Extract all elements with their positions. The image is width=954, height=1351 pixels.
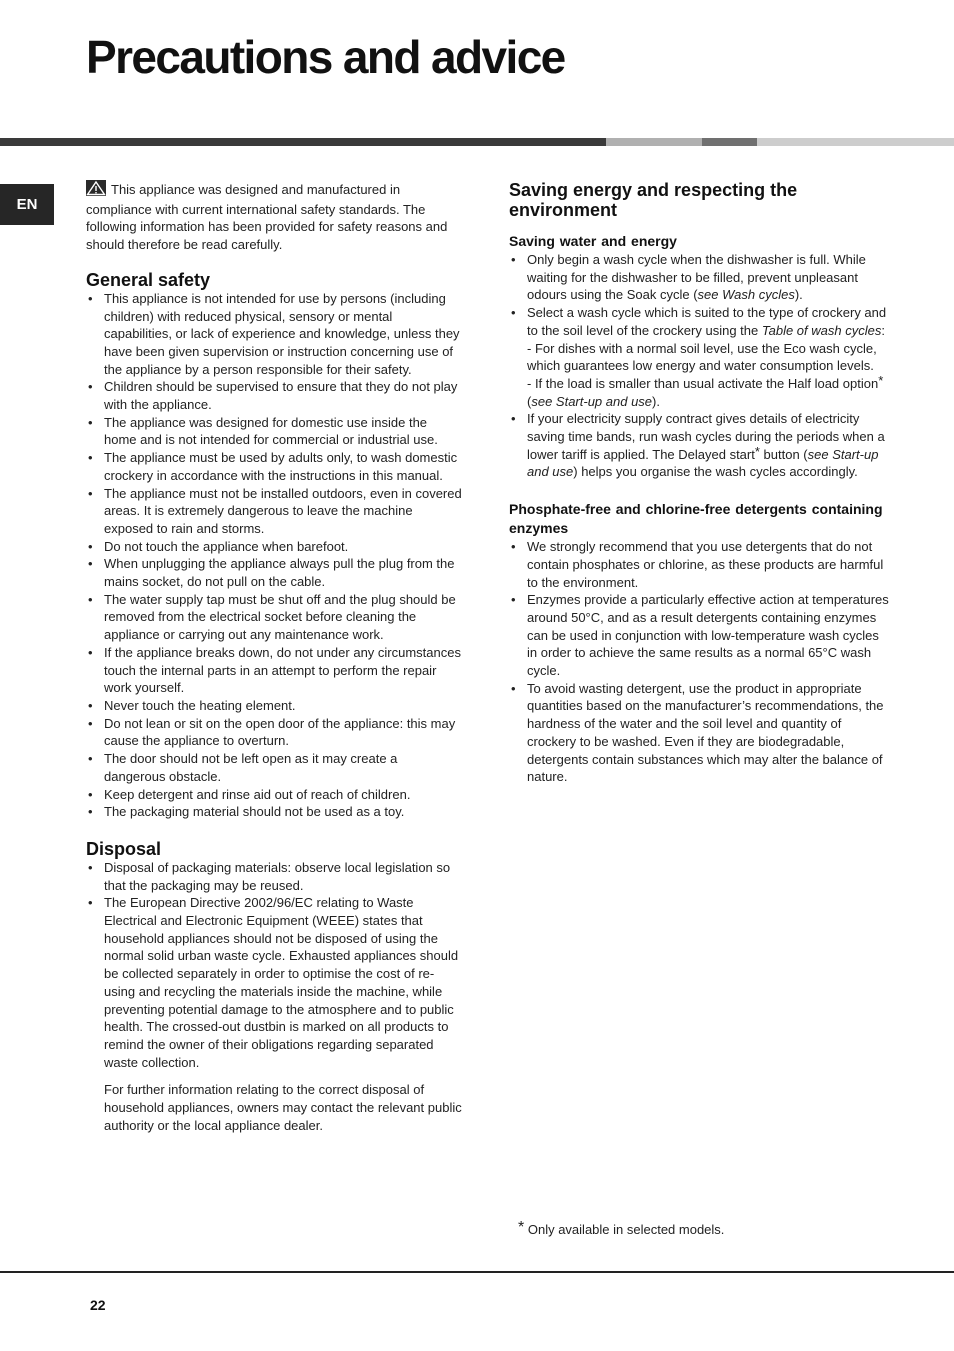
sub-item-text: (	[527, 393, 532, 409]
intro-text: This appliance was designed and manufactured in compliance with current international safety standards. The following information has been provided for safety reasons and should therefore be read carefully.	[86, 182, 448, 253]
list-item: • This appliance is not intended for use by persons (including children) with reduced physical, sensory or mental capabilities, or lack of experience and knowledge, unless they have been given supervision or instruction concerning use of the appliance by a person responsible for their safety.	[86, 290, 462, 379]
header-band-dark	[0, 138, 606, 146]
list-item: • The water supply tap must be shut off and the plug should be removed from the electrical socket before cleaning the appliance or carrying out any maintenance work.	[86, 591, 462, 644]
language-tab: EN	[0, 184, 54, 225]
footnote	[518, 1219, 725, 1237]
header-band-mid	[702, 138, 757, 146]
right-column	[509, 180, 889, 786]
item-text-end: ).	[794, 287, 803, 303]
saving-heading: Saving energy and respecting the environment	[509, 180, 798, 220]
list-item: • The appliance must not be installed outdoors, even in covered areas. It is extremely dangerous to leave the machine exposed to rain and storms.	[86, 485, 462, 538]
list-item: • Keep detergent and rinse aid out of reach of children.	[86, 786, 462, 804]
detergents-list	[509, 538, 889, 786]
item-text: button (	[759, 446, 808, 462]
list-item: • Enzymes provide a particularly effective action at temperatures around 50°C, and as a result detergents containing enzymes can be used in conjunction with low-temperature wash cycles in order to achieve the same results as a normal 65°C wash cycle.	[509, 591, 889, 680]
list-item	[509, 304, 889, 410]
sub-item	[527, 372, 889, 410]
list-item: • Children should be supervised to ensure that they do not play with the appliance.	[86, 378, 462, 413]
disposal-list	[86, 859, 462, 1071]
sub-item-text-end: ).	[652, 393, 660, 409]
general-safety-heading: General safety	[86, 269, 211, 290]
saving-water-subheading: Saving water and energy	[509, 233, 677, 249]
list-item: • Do not lean or sit on the open door of the appliance: this may cause the appliance to overturn.	[86, 715, 462, 750]
list-item: • The packaging material should not be used as a toy.	[86, 803, 462, 821]
detergents-subheading: Phosphate-free and chlorine-free detergents containing enzymes	[509, 501, 883, 537]
list-item: • We strongly recommend that you use detergents that do not contain phosphates or chlorine, as these products are harmful to the environment.	[509, 538, 889, 591]
list-item: • Never touch the heating element.	[86, 697, 462, 715]
list-item: • When unplugging the appliance always pull the plug from the mains socket, do not pull on the cable.	[86, 555, 462, 590]
header-band-light	[606, 138, 702, 146]
sub-item-text: - If the load is smaller than usual activate the Half load option	[527, 375, 879, 391]
intro-paragraph	[86, 180, 462, 254]
item-text: Select a wash cycle which is suited to the type of crockery and to the soil level of the crockery using the	[527, 305, 887, 338]
disposal-heading: Disposal	[86, 838, 162, 859]
footnote-text: Only available in selected models.	[527, 1222, 725, 1237]
header-band-pale	[757, 138, 954, 146]
list-item: • To avoid wasting detergent, use the product in appropriate quantities based on the manufacturer’s recommendations, the hardness of the water and the soil level and quantity of crockery to be washed. Even if they are biodegradable, detergents contain substances which may alter the balance of nature.	[509, 680, 889, 786]
cross-reference: see Wash cycles	[697, 287, 795, 303]
sub-item: - For dishes with a normal soil level, use the Eco wash cycle, which guarantees low energy and water consumption levels.	[527, 340, 877, 374]
item-text: Only begin a wash cycle when the dishwasher is full. While waiting for the dishwasher to be filled, prevent unpleasant odours using the Soak cycle (	[527, 252, 866, 303]
left-column	[86, 180, 462, 1134]
page-title: Precautions and advice	[86, 31, 565, 83]
list-item	[509, 251, 889, 304]
list-item: • The European Directive 2002/96/EC relating to Waste Electrical and Electronic Equipment (WEEE) states that household appliances should not be disposed of using the normal solid urban waste cycle. Exhausted appliances should be collected separately in order to optimise the cost of re-using and recycling the materials inside the machine, while preventing potential damage to the atmosphere and to public health. The crossed-out dustbin is marked on all products to remind the owner of their obligations regarding separated waste collection.	[86, 894, 462, 1071]
list-item: • Do not touch the appliance when barefoot.	[86, 538, 462, 556]
footnote-mark: *	[518, 1219, 525, 1236]
list-item	[509, 410, 889, 481]
cross-reference: see Start-up and use	[527, 446, 879, 480]
item-text-end: ) helps you organise the wash cycles accordingly.	[573, 464, 858, 480]
general-safety-list	[86, 290, 462, 821]
cross-reference: Table of wash cycles	[761, 322, 882, 338]
list-item: • The appliance must be used by adults only, to wash domestic crockery in accordance with the instructions in this manual.	[86, 449, 462, 484]
item-text: If your electricity supply contract gives details of electricity saving time bands, run wash cycles during the periods when a lower tariff is applied. The Delayed start	[527, 411, 885, 462]
cross-reference: see Start-up and use	[531, 393, 653, 409]
list-item: • Disposal of packaging materials: observe local legislation so that the packaging may be reused.	[86, 859, 462, 894]
warning-triangle-icon	[86, 180, 106, 201]
footnote-mark: *	[878, 372, 884, 388]
list-item: • The appliance was designed for domestic use inside the home and is not intended for commercial or industrial use.	[86, 414, 462, 449]
footnote-mark: *	[754, 443, 760, 459]
list-item: • If the appliance breaks down, do not under any circumstances touch the internal parts in an attempt to perform the repair work yourself.	[86, 644, 462, 697]
page-number: 22	[90, 1297, 106, 1313]
item-text-end: :	[881, 322, 885, 338]
bottom-rule	[0, 1271, 954, 1273]
saving-water-list	[509, 251, 889, 481]
list-item: • The door should not be left open as it may create a dangerous obstacle.	[86, 750, 462, 785]
disposal-note: For further information relating to the correct disposal of household appliances, owners may contact the relevant public authority or the local appliance dealer.	[104, 1082, 462, 1133]
